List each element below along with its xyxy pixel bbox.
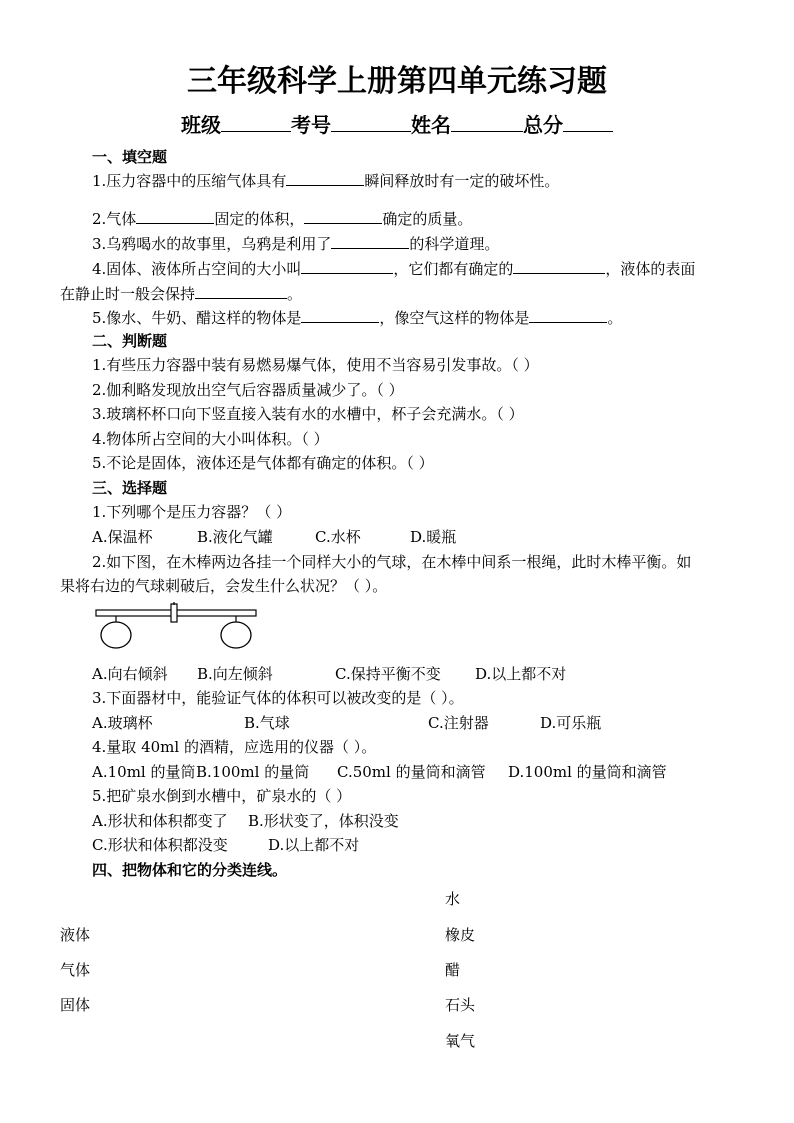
category-liquid[interactable]: 液体 [60, 926, 91, 944]
question-text: 。 [607, 309, 623, 327]
answer-blank[interactable] [513, 258, 605, 274]
answer-blank[interactable] [331, 233, 409, 249]
exam-no-field[interactable] [331, 116, 411, 132]
question-text: 5.像水、牛奶、醋这样的物体是 [92, 309, 302, 327]
choice-question-4: 4.量取 40ml 的酒精，应选用的仪器（ ）。 [92, 738, 377, 756]
question-text: 1.压力容器中的压缩气体具有 [92, 172, 287, 190]
option-a[interactable]: A.保温杯 [92, 528, 153, 546]
student-info-line [0, 112, 794, 138]
balance-stick-diagram [92, 601, 262, 659]
section2-heading: 二、判断题 [92, 332, 168, 350]
choice-question-5: 5.把矿泉水倒到水槽中，矿泉水的（ ） [92, 787, 352, 805]
category-solid[interactable]: 固体 [60, 996, 91, 1014]
answer-blank[interactable] [304, 208, 382, 224]
judge-question-4: 4.物体所占空间的大小叫体积。（ ） [92, 430, 329, 448]
answer-blank[interactable] [301, 258, 393, 274]
exam-no-label: 考号 [291, 113, 331, 137]
option-a[interactable]: A.玻璃杯 [92, 714, 153, 732]
option-c[interactable]: C.水杯 [315, 528, 361, 546]
answer-blank[interactable] [286, 170, 364, 186]
choice-question-2: 2.如下图，在木棒两边各挂一个同样大小的气球，在木棒中间系一根绳，此时木棒平衡。如 [92, 553, 692, 571]
option-c[interactable]: C.形状和体积都没变 [92, 836, 228, 854]
fill-question-4-continued [60, 283, 302, 304]
page-title: 三年级科学上册第四单元练习题 [187, 64, 607, 99]
object-item-oxygen[interactable]: 氧气 [445, 1032, 476, 1050]
option-a[interactable]: A.向右倾斜 [92, 665, 168, 683]
option-b[interactable]: B.形状变了，体积没变 [248, 812, 399, 830]
judge-question-2: 2.伽利略发现放出空气后容器质量减少了。（ ） [92, 381, 404, 399]
choice-question-3: 3.下面器材中，能验证气体的体积可以被改变的是（ ）。 [92, 689, 464, 707]
section3-heading: 三、选择题 [92, 479, 168, 497]
question-text: 的科学道理。 [409, 235, 500, 253]
option-a[interactable]: A.形状和体积都变了 [92, 812, 228, 830]
judge-question-5: 5.不论是固体，液体还是气体都有确定的体积。（ ） [92, 454, 434, 472]
question-text: 确定的质量。 [382, 210, 473, 228]
option-b[interactable]: B.液化气罐 [197, 528, 273, 546]
question-text: ，它们都有确定的 [393, 260, 514, 278]
object-item-vinegar[interactable]: 醋 [445, 961, 461, 979]
left-balloon [101, 622, 131, 648]
answer-blank[interactable] [529, 307, 607, 323]
question-text: 固定的体积， [214, 210, 305, 228]
option-d[interactable]: D.以上都不对 [268, 836, 360, 854]
answer-blank[interactable] [195, 283, 287, 299]
option-d[interactable]: D.可乐瓶 [540, 714, 602, 732]
fill-question-4 [92, 258, 695, 279]
category-gas[interactable]: 气体 [60, 961, 91, 979]
fill-question-3 [92, 233, 499, 254]
option-b[interactable]: B.100ml 的量筒 [196, 763, 310, 781]
question-text: 4.固体、液体所占空间的大小叫 [92, 260, 302, 278]
fill-question-2 [92, 208, 472, 229]
judge-question-1: 1.有些压力容器中装有易燃易爆气体，使用不当容易引发事故。（ ） [92, 356, 539, 374]
object-item-stone[interactable]: 石头 [445, 996, 476, 1014]
name-field[interactable] [451, 116, 523, 132]
option-d[interactable]: D.以上都不对 [475, 665, 567, 683]
judge-question-3: 3.玻璃杯杯口向下竖直接入装有水的水槽中，杯子会充满水。（ ） [92, 405, 524, 423]
question-text: ，液体的表面 [605, 260, 696, 278]
score-field[interactable] [563, 116, 613, 132]
object-item-water[interactable]: 水 [445, 890, 461, 908]
fill-question-5 [92, 307, 622, 328]
choice-question-1: 1.下列哪个是压力容器？（ ） [92, 503, 292, 521]
option-b[interactable]: B.向左倾斜 [197, 665, 273, 683]
answer-blank[interactable] [136, 208, 214, 224]
fill-question-1 [92, 170, 559, 191]
section1-heading: 一、填空题 [92, 148, 168, 166]
object-item-eraser[interactable]: 橡皮 [445, 926, 476, 944]
option-c[interactable]: C.保持平衡不变 [335, 665, 441, 683]
option-c[interactable]: C.50ml 的量筒和滴管 [337, 763, 486, 781]
question-text: 3.乌鸦喝水的故事里，乌鸦是利用了 [92, 235, 332, 253]
option-d[interactable]: D.100ml 的量筒和滴管 [508, 763, 667, 781]
right-balloon [221, 622, 251, 648]
class-label: 班级 [181, 113, 221, 137]
question-text: ，像空气这样的物体是 [379, 309, 530, 327]
question-text: 瞬间释放时有一定的破坏性。 [364, 172, 560, 190]
question-text: 。 [287, 285, 303, 303]
score-label: 总分 [523, 113, 563, 137]
class-field[interactable] [221, 116, 291, 132]
option-a[interactable]: A.10ml 的量筒 [92, 763, 196, 781]
section4-heading: 四、把物体和它的分类连线。 [92, 861, 288, 879]
option-b[interactable]: B.气球 [244, 714, 290, 732]
name-label: 姓名 [411, 113, 451, 137]
question-text: 2.气体 [92, 210, 137, 228]
option-c[interactable]: C.注射器 [428, 714, 489, 732]
answer-blank[interactable] [301, 307, 379, 323]
option-d[interactable]: D.暖瓶 [410, 528, 457, 546]
choice-question-2-continued: 果将右边的气球刺破后，会发生什么状况？（ ）。 [60, 577, 388, 595]
string-knot [171, 604, 177, 622]
question-text: 在静止时一般会保持 [60, 285, 196, 303]
